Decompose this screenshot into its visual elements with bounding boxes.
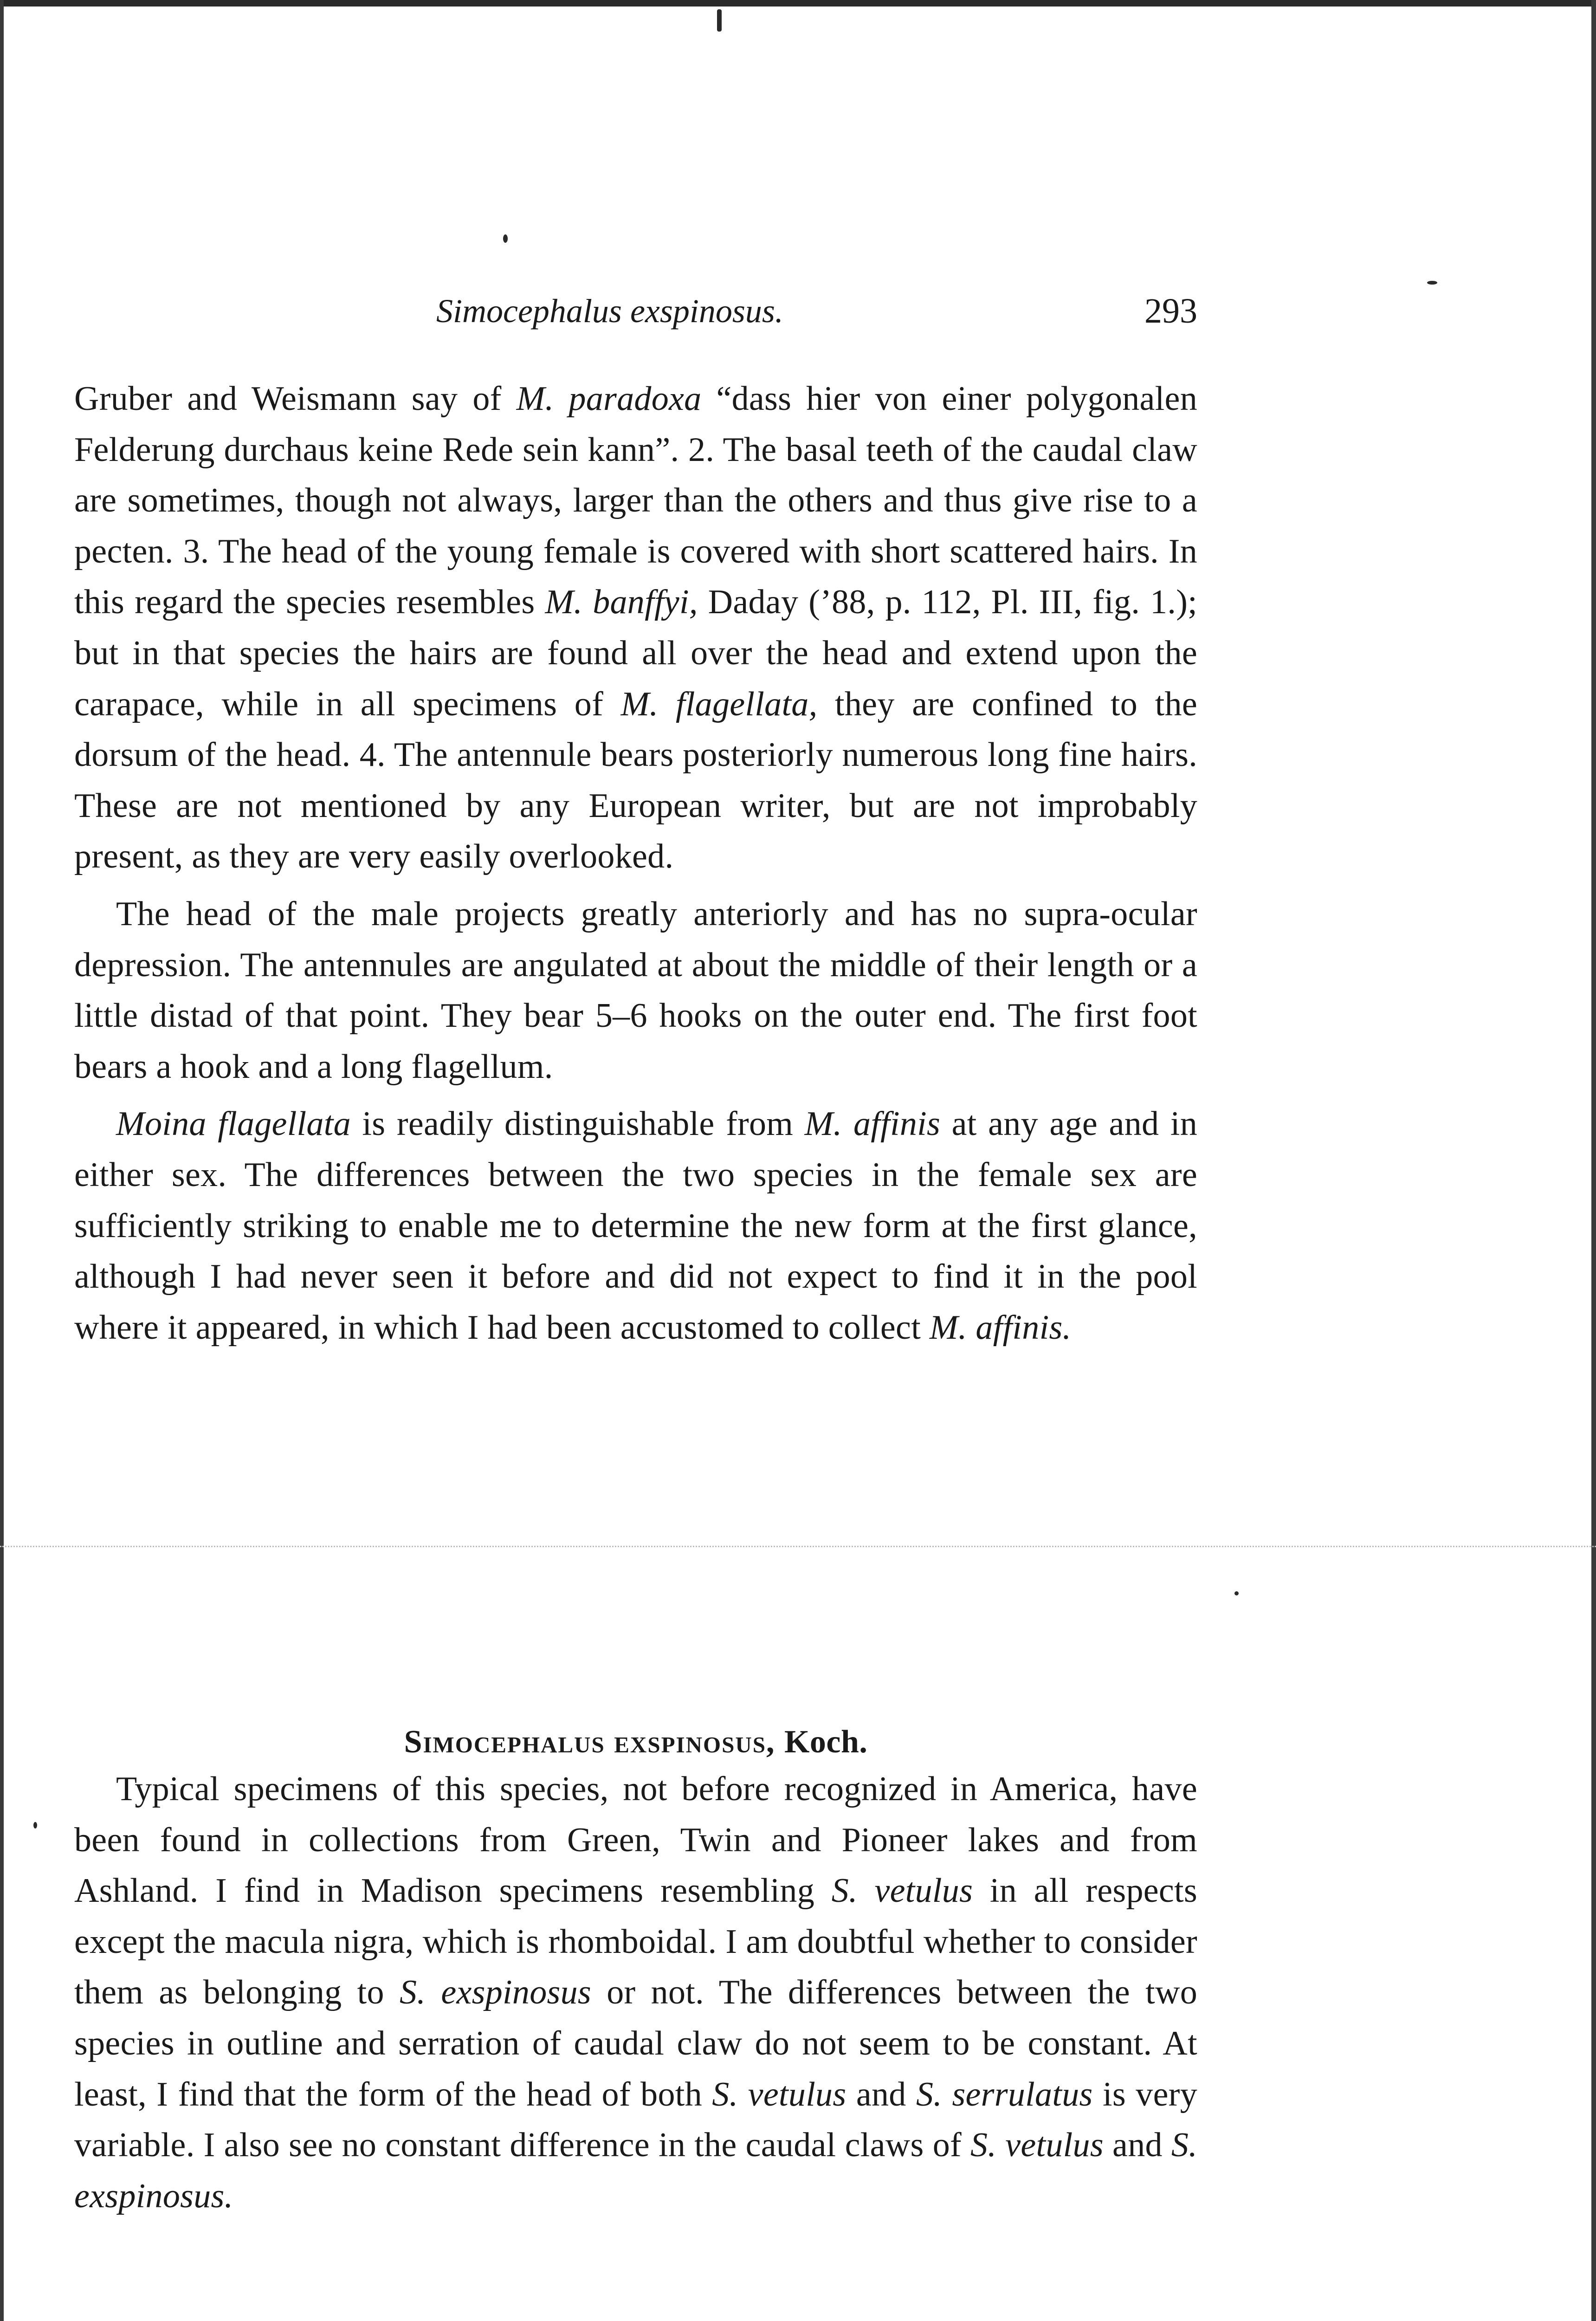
scan-speck: [33, 1822, 37, 1828]
paragraph: [74, 1099, 1197, 1353]
scan-edge-top: [0, 0, 1596, 6]
scan-speck: [717, 9, 722, 32]
scan-speck: [1234, 1591, 1239, 1595]
italic-term: S. exspinosus.: [74, 2126, 1197, 2215]
running-title: Simocephalus exspinosus.: [436, 292, 783, 330]
section-heading: [74, 1717, 1197, 1768]
running-head: [74, 285, 1197, 337]
page-number: 293: [1144, 292, 1197, 331]
italic-term: M. affinis.: [929, 1308, 1072, 1347]
scan-fold-line: [0, 1546, 1596, 1547]
text-run: at any age and in either sex. The differences between the two species in the female sex are sufficiently striking to enable me to determine the new form at the first glance, although I had never seen it before and did not expect to find it in the pool where it appeared, in which I had been accustomed to collect: [74, 1105, 1197, 1347]
text-run: and: [1103, 2126, 1171, 2165]
text-run: Typical specimens of this species, not before recognized in America, have been found in collections from Green, Twin and Pioneer lakes and from Ashland. I find in Madison specimens resembling: [74, 1770, 1197, 1910]
italic-term: S. exspinosus: [400, 1973, 591, 2012]
text-run: The head of the male projects greatly anteriorly and has no supra-ocular depression. The antennules are angulated at about the middle of their length or a little distad of that point. They bear 5–6 hooks on the outer end. The first foot bears a hook and a long flagellum.: [74, 895, 1197, 1086]
text-run: Daday (’88, p. 112, Pl. III, fig. 1.); but in that species the hairs are found all over the head and extend upon the carapace, while in all specimens of: [74, 583, 1198, 723]
text-run: or not. The differences between the two species in outline and serration of caudal claw do not seem to be constant. At least, I find that the form of the head of both: [74, 1973, 1197, 2114]
text-run: “dass hier von einer polygonalen Felderung durchaus keine Rede sein kann”. 2. The basal teeth of the caudal claw are sometimes, though not always, larger than the others and thus give rise to a pecten. 3. The head of the young female is covered with short scattered hairs. In this regard the species resembles: [74, 380, 1197, 622]
italic-term: M. affinis: [804, 1105, 941, 1143]
simocephalus-exspinosus-text: [74, 1764, 1197, 2222]
paragraph: [74, 889, 1197, 1092]
italic-term: M. banffyi,: [545, 583, 698, 622]
text-run: they are confined to the dorsum of the head. 4. The antennule bears posteriorly numerous long fine hairs. These are not mentioned by any European writer, but are not improbably present, as they are very easily overlooked.: [74, 685, 1197, 876]
italic-term: S. vetulus: [712, 2075, 846, 2114]
text-run: in all respects except the macula nigra, which is rhomboidal. I am doubtful whether to consider them as belonging to: [74, 1872, 1198, 2012]
section-heading-author: Koch.: [784, 1724, 868, 1760]
italic-term: S. serrulatus: [916, 2075, 1093, 2114]
text-run: Gruber and Weismann say of: [74, 380, 517, 418]
italic-term: Moina flagellata: [116, 1105, 351, 1143]
scan-speck: [1427, 281, 1437, 285]
text-run: is very variable. I also see no constant difference in the caudal claws of: [74, 2075, 1197, 2165]
paragraph: [74, 374, 1197, 882]
italic-term: S. vetulus: [831, 1872, 973, 1910]
text-run: is readily distinguishable from: [350, 1105, 805, 1143]
text-run: and: [846, 2075, 916, 2114]
scan-edge-left: [0, 0, 4, 2321]
scan-edge-right: [1591, 0, 1596, 2321]
paragraph: [74, 1764, 1197, 2222]
moina-flagellata-text: [74, 374, 1197, 1353]
italic-term: S. vetulus: [970, 2126, 1104, 2165]
italic-term: M. flagellata,: [620, 685, 818, 723]
scan-speck: [503, 234, 508, 243]
italic-term: M. paradoxa: [516, 380, 702, 418]
section-heading-species: Simocephalus exspinosus,: [404, 1724, 775, 1760]
